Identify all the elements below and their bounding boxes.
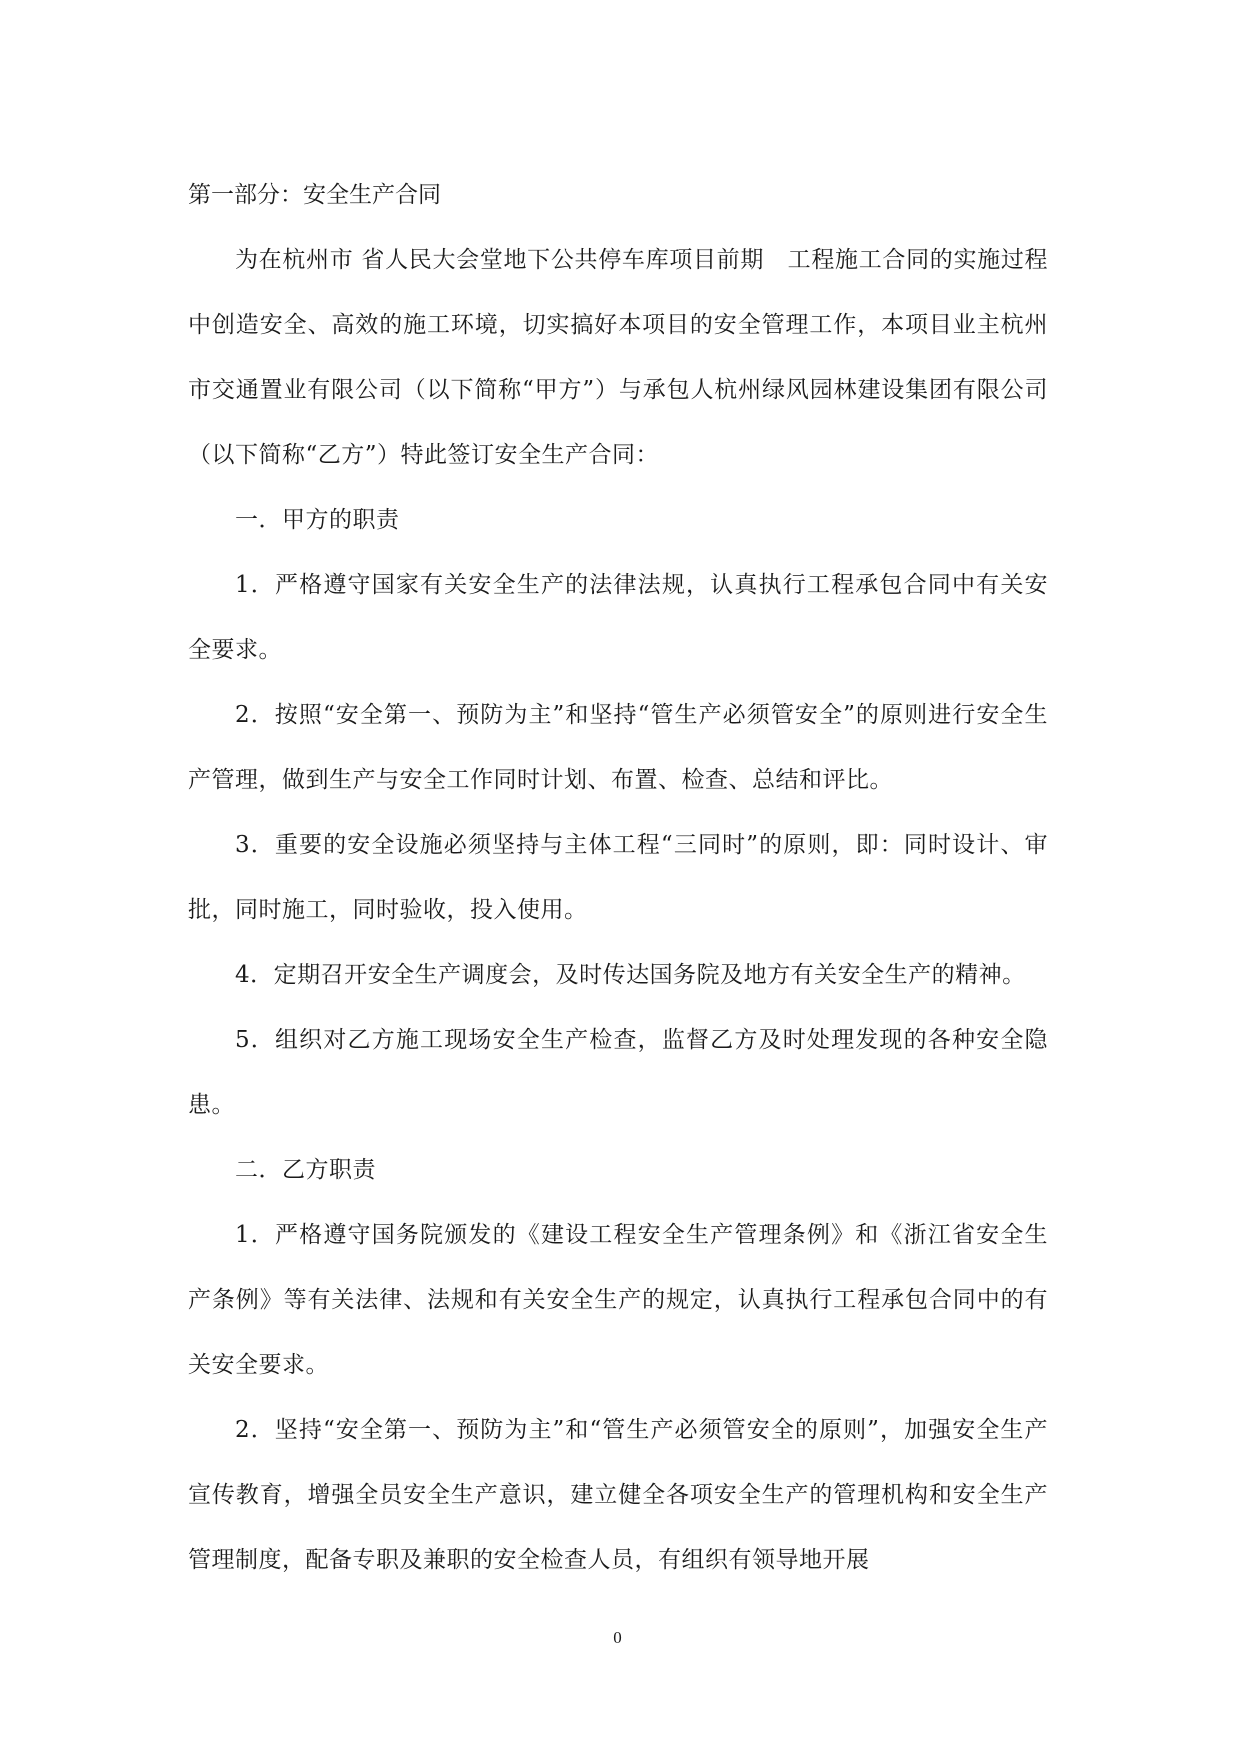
document-body	[188, 163, 1048, 1593]
page-number: 0	[613, 1628, 622, 1647]
section-1-item-1: 1．严格遵守国家有关安全生产的法律法规，认真执行工程承包合同中有关安全要求。	[188, 572, 1048, 663]
section-2-item-1: 1．严格遵守国务院颁发的《建设工程安全生产管理条例》和《浙江省安全生产条例》等有关法律、法规和有关安全生产的规定，认真执行工程承包合同中的有关安全要求。	[188, 1222, 1048, 1378]
section-1-item-2: 2．按照“安全第一、预防为主”和坚持“管生产必须管安全”的原则进行安全生产管理，做到生产与安全工作同时计划、布置、检查、总结和评比。	[188, 702, 1048, 793]
section-1-item-3: 3．重要的安全设施必须坚持与主体工程“三同时”的原则，即：同时设计、审批，同时施工，同时验收，投入使用。	[188, 832, 1048, 923]
section-1-item-4: 4．定期召开安全生产调度会，及时传达国务院及地方有关安全生产的精神。	[235, 962, 1026, 988]
intro-paragraph: 为在杭州市 省人民大会堂地下公共停车库项目前期 工程施工合同的实施过程中创造安全、高效的施工环境，切实搞好本项目的安全管理工作，本项目业主杭州市交通置业有限公司（以下简称“甲方”）与承包人杭州绿风园林建设集团有限公司（以下简称“乙方”）特此签订安全生产合同：	[188, 247, 1048, 468]
section-2-title: 二．乙方职责	[235, 1157, 376, 1183]
section-1-item-5: 5．组织对乙方施工现场安全生产检查，监督乙方及时处理发现的各种安全隐患。	[188, 1027, 1048, 1118]
section-2-item-2: 2．坚持“安全第一、预防为主”和“管生产必须管安全的原则”，加强安全生产宣传教育，增强全员安全生产意识，建立健全各项安全生产的管理机构和安全生产管理制度，配备专职及兼职的安全检查人员，有组织有领导地开展	[188, 1417, 1048, 1573]
part-title: 第一部分：安全生产合同	[188, 182, 441, 208]
section-1-title: 一．甲方的职责	[235, 507, 400, 533]
